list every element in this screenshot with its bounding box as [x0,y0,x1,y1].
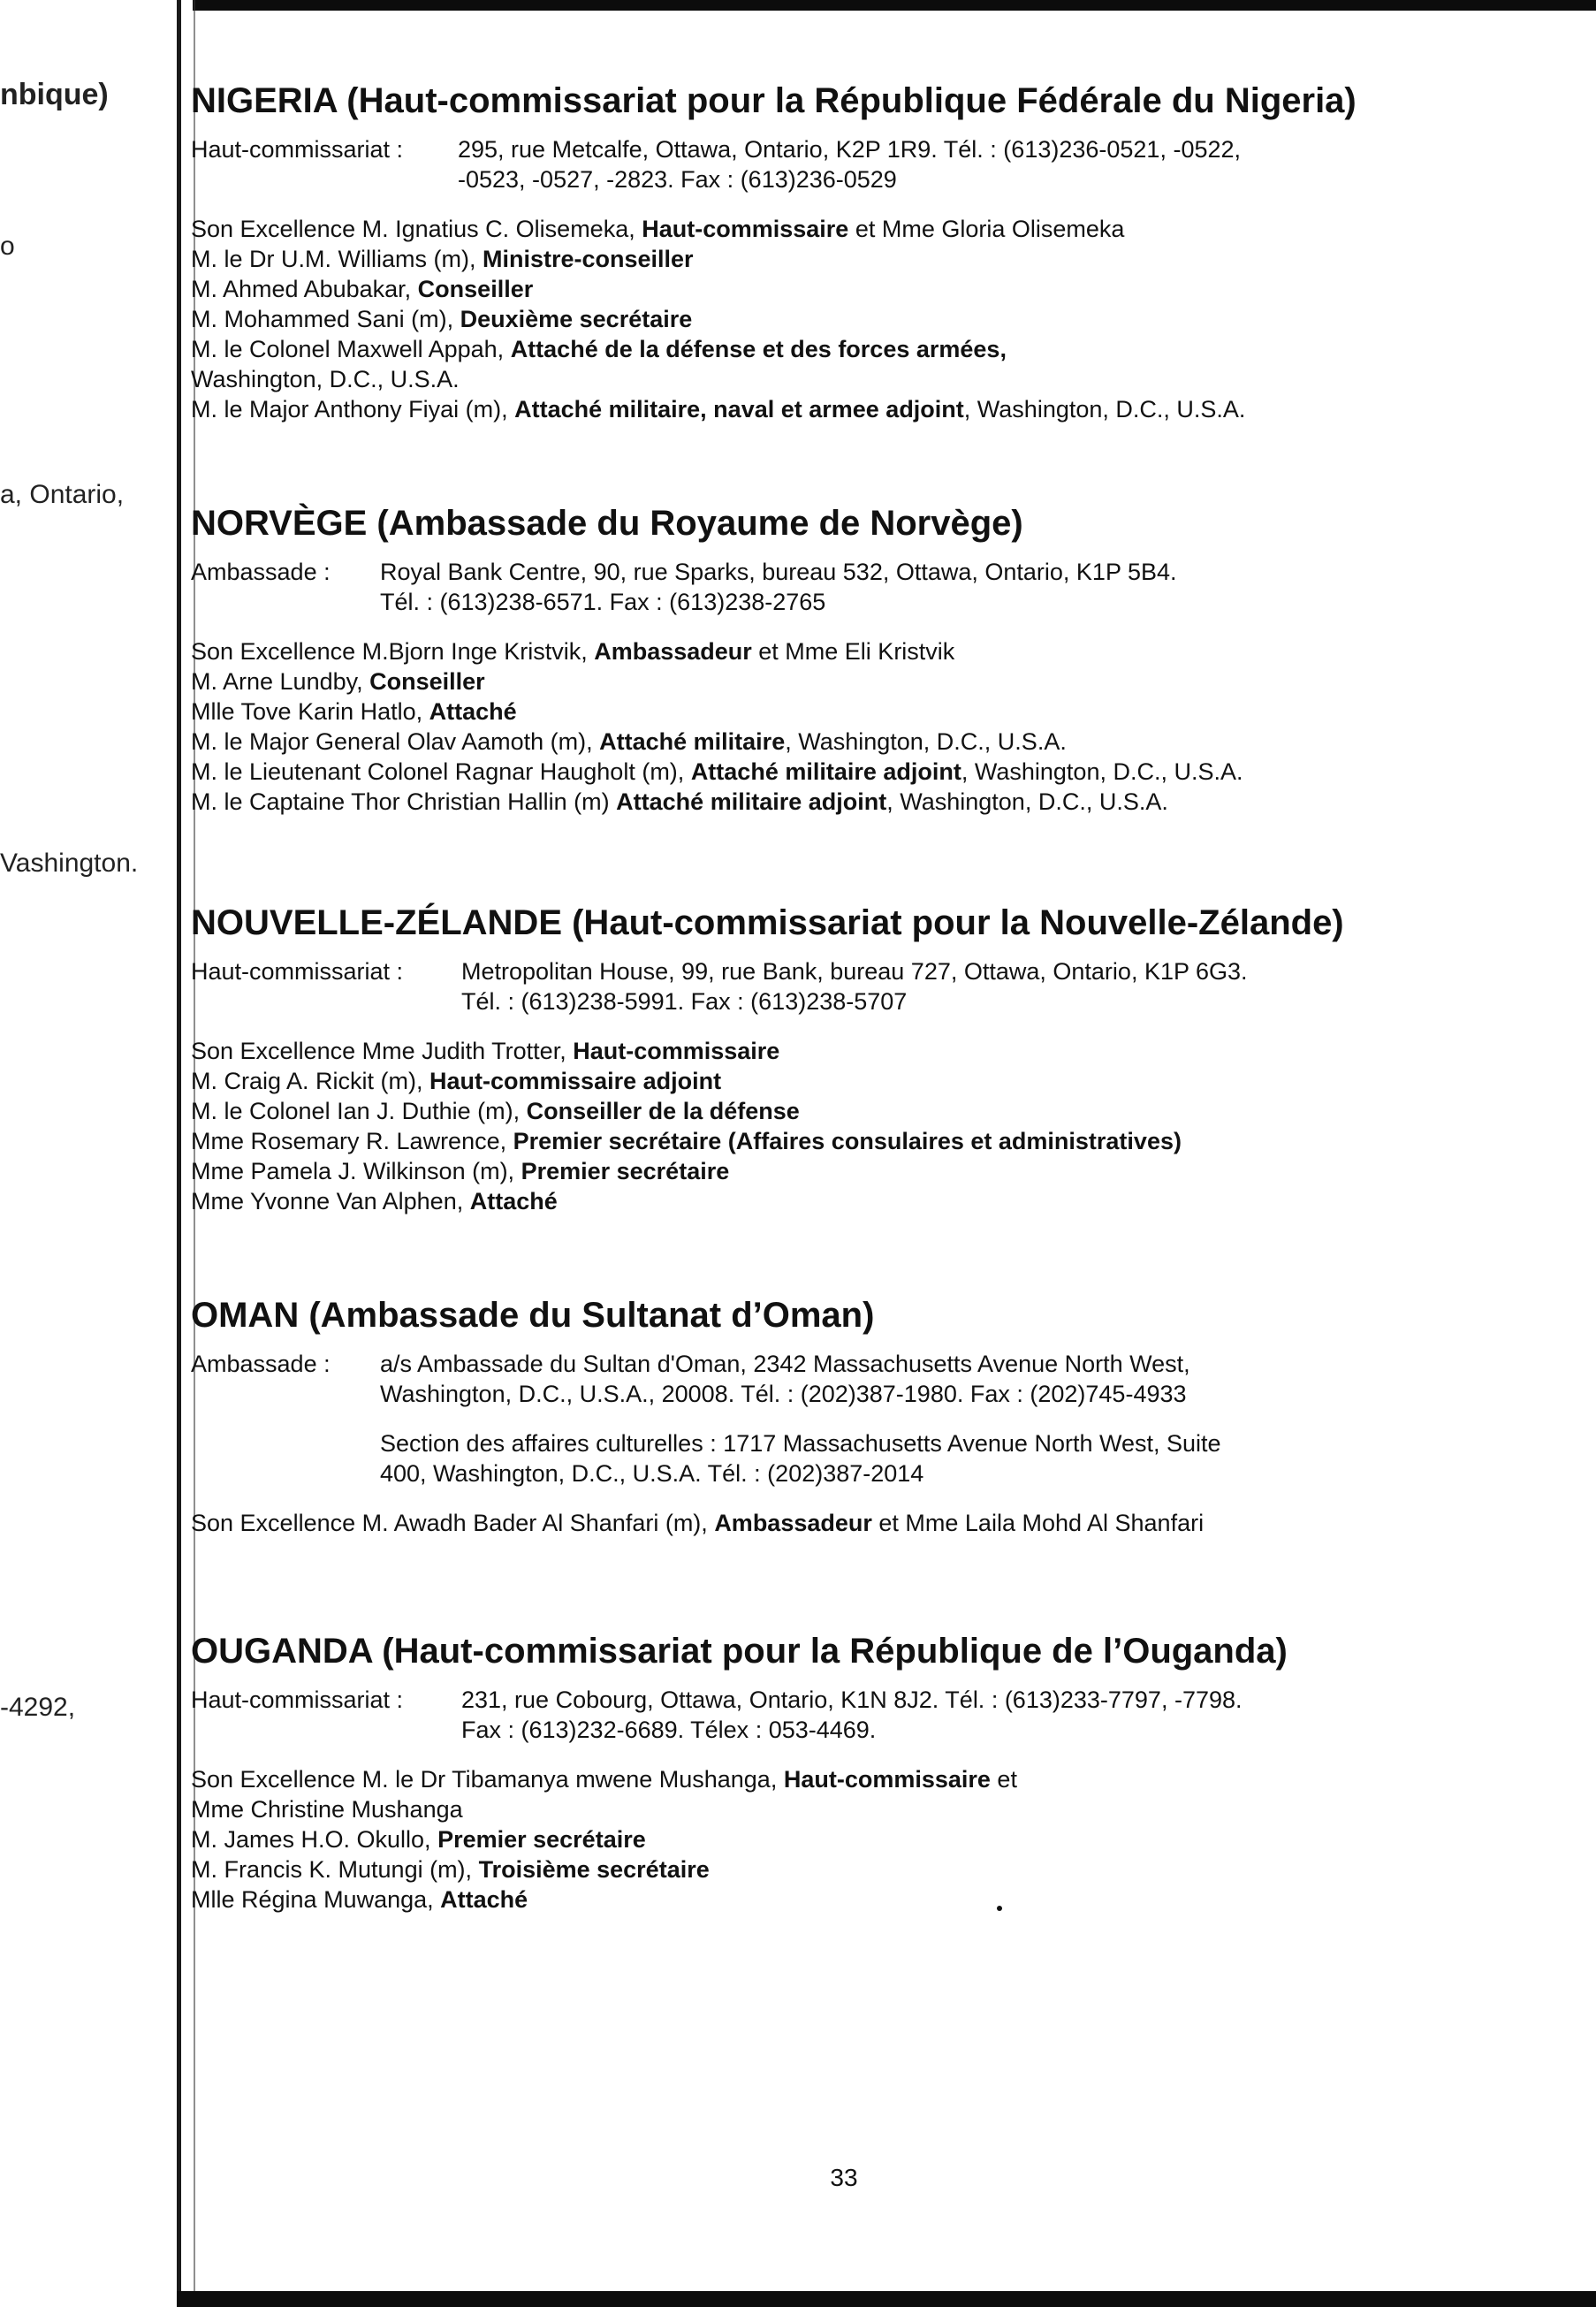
staff-entry: Mlle Tove Karin Hatlo, Attaché [191,698,517,725]
staff-entry: M. Ahmed Abubakar, Conseiller [191,276,534,302]
staff-entry: M. Arne Lundby, Conseiller [191,668,485,695]
address-line: 231, rue Cobourg, Ottawa, Ontario, K1N 8J2. Tél. : (613)233-7797, -7798. [461,1686,1243,1713]
address-block [191,1685,1569,1745]
staff-entry-continuation: Washington, D.C., U.S.A. [191,366,460,392]
prev-fragment-2: o [0,232,15,261]
staff-entry: Son Excellence Mme Judith Trotter, Haut-commissaire [191,1038,780,1064]
staff-list [191,1764,1569,1915]
address-label: Ambassade : [191,559,331,585]
address-block [191,557,1569,617]
staff-list [191,1036,1569,1216]
cultural-section-address [380,1428,1569,1489]
staff-entry: M. le Colonel Maxwell Appah, Attaché de la défense et des forces armées, [191,336,1007,362]
address-lines [461,956,1569,1016]
staff-entry: Son Excellence M. le Dr Tibamanya mwene Mushanga, Haut-commissaire et [191,1766,1017,1793]
address-lines [461,1685,1569,1745]
staff-entry: M. Mohammed Sani (m), Deuxième secrétaire [191,306,693,332]
address-line: Section des affaires culturelles : 1717 Massachusetts Avenue North West, Suite [380,1430,1221,1457]
staff-entry: Son Excellence M.Bjorn Inge Kristvik, Ambassadeur et Mme Eli Kristvik [191,638,955,665]
country-section-ouganda [191,1630,1569,1915]
address-line: Royal Bank Centre, 90, rue Sparks, bureau 532, Ottawa, Ontario, K1P 5B4. [380,559,1177,585]
staff-entry: Son Excellence M. Ignatius C. Olisemeka, Haut-commissaire et Mme Gloria Olisemeka [191,216,1125,242]
staff-entry: Mlle Régina Muwanga, Attaché [191,1886,528,1913]
staff-entry: M. James H.O. Okullo, Premier secrétaire [191,1826,646,1853]
staff-entry-continuation: Mme Christine Mushanga [191,1796,463,1823]
staff-entry: M. le Colonel Ian J. Duthie (m), Conseiller de la défense [191,1098,800,1124]
address-label: Haut-commissariat : [191,136,404,163]
section-title: NOUVELLE-ZÉLANDE (Haut-commissariat pour la Nouvelle-Zélande) [191,903,1344,942]
staff-list [191,214,1569,424]
address-label: Haut-commissariat : [191,958,404,985]
prev-fragment-1: nbique) [0,78,109,111]
address-line: -0523, -0527, -2823. Fax : (613)236-0529 [458,166,897,193]
left-margin-rule [177,0,181,2298]
address-line: 295, rue Metcalfe, Ottawa, Ontario, K2P 1R9. Tél. : (613)236-0521, -0522, [458,136,1242,163]
prev-fragment-5: -4292, [0,1693,76,1722]
prev-fragment-4: Vashington. [0,849,139,878]
address-lines [380,557,1569,617]
section-title: OMAN (Ambassade du Sultanat d’Oman) [191,1296,875,1335]
staff-entry: M. le Lieutenant Colonel Ragnar Haugholt (m), Attaché militaire adjoint, Washington, D.C., U.S.A. [191,758,1243,785]
address-line: a/s Ambassade du Sultan d'Oman, 2342 Massachusetts Avenue North West, [380,1351,1190,1377]
address-block [191,1349,1569,1489]
country-section-nouvelle-zelande [191,902,1569,1216]
section-title: NORVÈGE (Ambassade du Royaume de Norvège) [191,504,1023,543]
staff-entry: Son Excellence M. Awadh Bader Al Shanfari (m), Ambassadeur et Mme Laila Mohd Al Shanfari [191,1510,1205,1536]
address-block [191,956,1569,1016]
scan-speck [997,1906,1002,1911]
staff-entry: M. Craig A. Rickit (m), Haut-commissaire adjoint [191,1068,722,1094]
country-section-norvege [191,502,1569,817]
section-title: NIGERIA (Haut-commissariat pour la République Fédérale du Nigeria) [191,81,1357,120]
previous-page-column [0,0,172,2298]
address-label: Ambassade : [191,1351,331,1377]
address-line: Tél. : (613)238-6571. Fax : (613)238-2765 [380,589,826,615]
bottom-scan-border [177,2291,1596,2307]
staff-entry: M. Francis K. Mutungi (m), Troisième secrétaire [191,1856,710,1883]
address-line: Fax : (613)232-6689. Télex : 053-4469. [461,1717,877,1743]
address-lines [458,134,1569,194]
staff-entry: M. le Dr U.M. Williams (m), Ministre-conseiller [191,246,694,272]
section-title: OUGANDA (Haut-commissariat pour la République de l’Ouganda) [191,1632,1288,1671]
staff-entry: Mme Pamela J. Wilkinson (m), Premier secrétaire [191,1158,730,1184]
staff-entry: M. le Captaine Thor Christian Hallin (m) Attaché militaire adjoint, Washington, D.C., U.S.A. [191,788,1168,815]
staff-entry: M. le Major Anthony Fiyai (m), Attaché militaire, naval et armee adjoint, Washington, D.C., U.S.A. [191,396,1246,423]
address-line: Washington, D.C., U.S.A., 20008. Tél. : (202)387-1980. Fax : (202)745-4933 [380,1381,1187,1407]
address-lines [380,1349,1569,1489]
staff-list [191,1508,1569,1538]
prev-fragment-3: a, Ontario, [0,480,125,509]
address-line: 400, Washington, D.C., U.S.A. Tél. : (202)387-2014 [380,1460,924,1487]
address-line: Metropolitan House, 99, rue Bank, bureau 727, Ottawa, Ontario, K1P 6G3. [461,958,1248,985]
country-section-oman [191,1294,1569,1538]
staff-entry: Mme Yvonne Van Alphen, Attaché [191,1188,558,1214]
top-scan-border [193,0,1596,11]
address-label: Haut-commissariat : [191,1686,404,1713]
address-line: Tél. : (613)238-5991. Fax : (613)238-5707 [461,988,908,1015]
staff-entry: M. le Major General Olav Aamoth (m), Attaché militaire, Washington, D.C., U.S.A. [191,728,1067,755]
staff-entry: Mme Rosemary R. Lawrence, Premier secrétaire (Affaires consulaires et administratives) [191,1128,1182,1154]
staff-list [191,636,1569,817]
page-number: 33 [830,2164,858,2191]
address-block [191,134,1569,194]
country-section-nigeria [191,80,1569,424]
